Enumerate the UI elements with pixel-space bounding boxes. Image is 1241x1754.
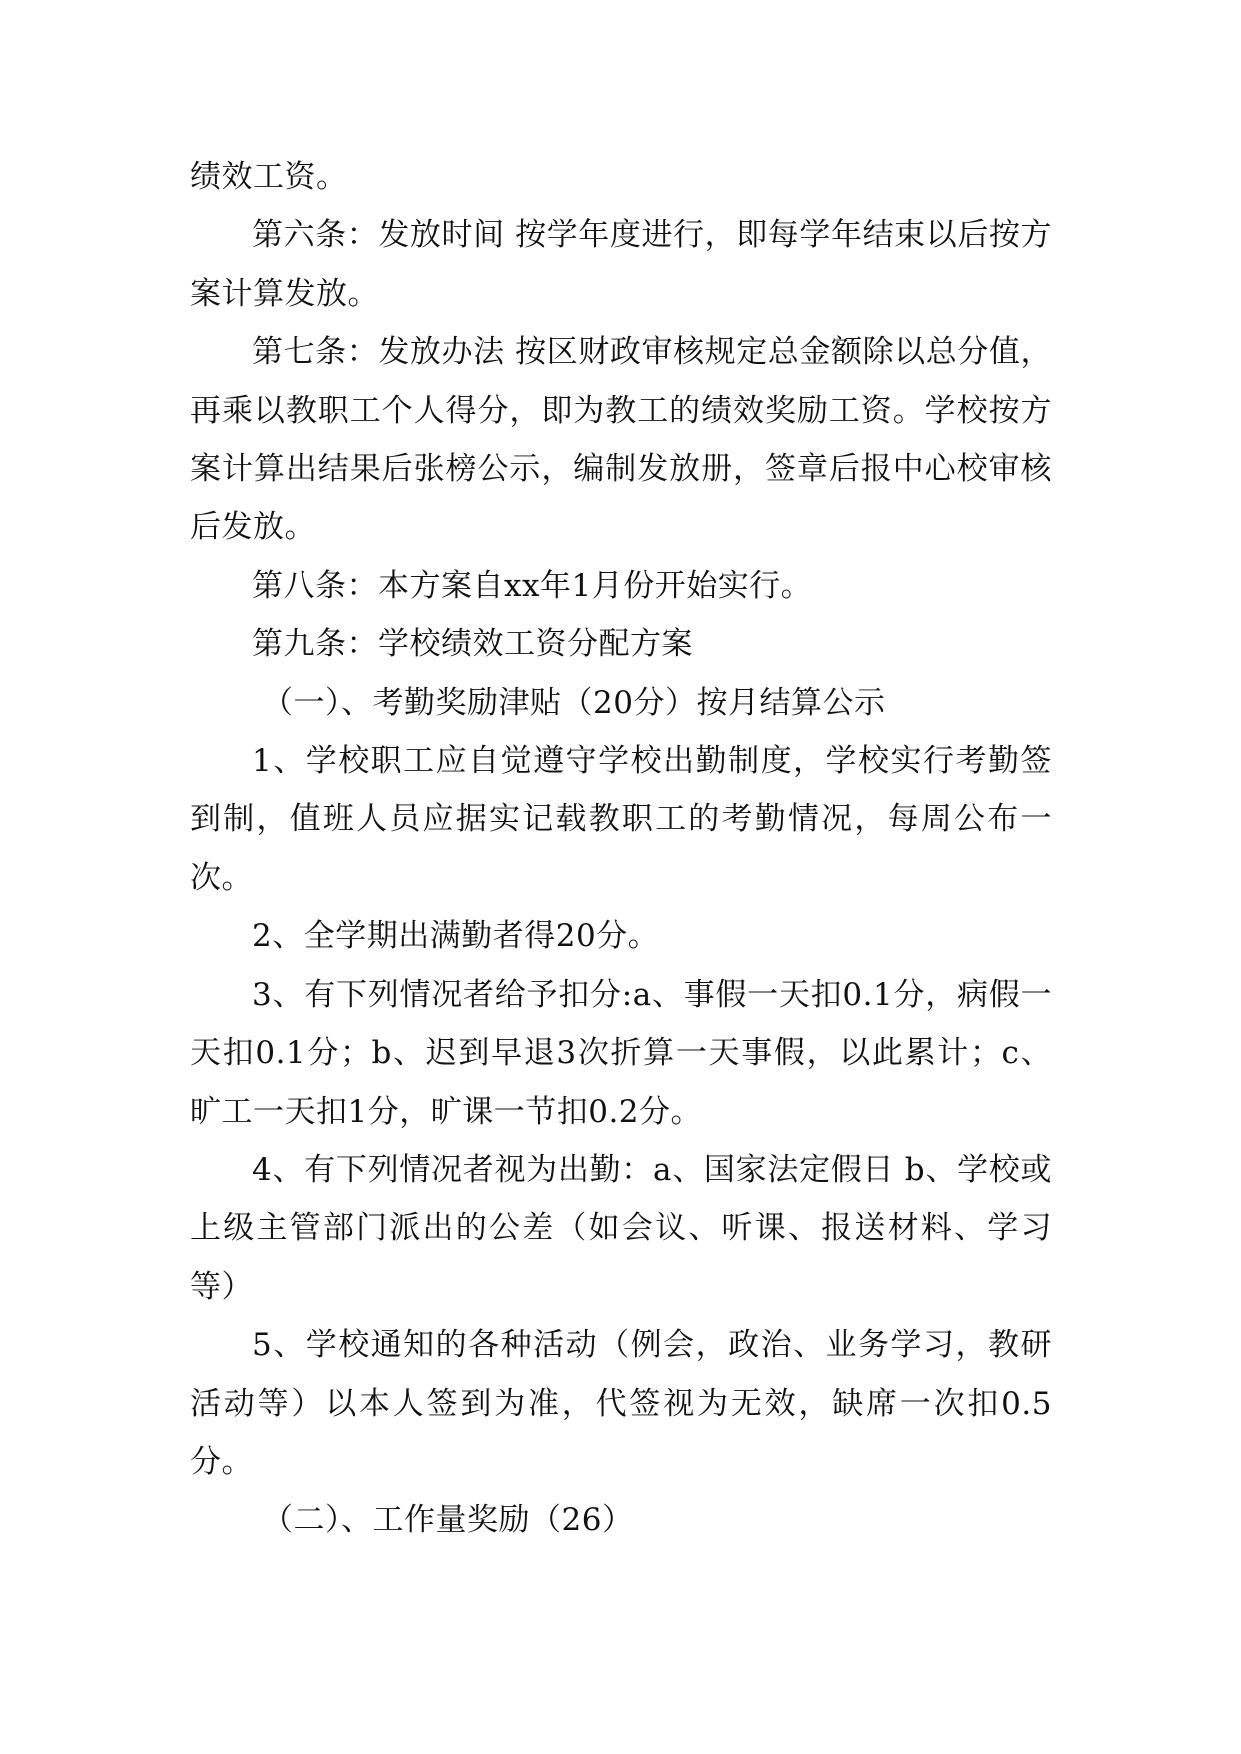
section-heading-workload: （二）、工作量奖励（26） (262, 1502, 634, 1539)
paragraph-article-6: 第六条：发放时间 按学年度进行，即每学年结束以后按方案计算发放。 (190, 217, 1052, 312)
paragraph-article-8: 第八条：本方案自xx年1月份开始实行。 (252, 567, 813, 604)
section-heading-attendance: （一）、考勤奖励津贴（20分）按月结算公示 (262, 684, 886, 721)
list-item-5: 5、学校通知的各种活动（例会，政治、业务学习，教研活动等）以本人签到为准，代签视为无效，缺席一次扣0.5分。 (190, 1327, 1052, 1480)
paragraph-continuation: 绩效工资。 (190, 159, 348, 195)
list-item-3: 3、有下列情况者给予扣分:a、事假一天扣0.1分，病假一天扣0.1分；b、迟到早退3次折算一天事假，以此累计；c、旷工一天扣1分，旷课一节扣0.2分。 (190, 976, 1052, 1130)
paragraph-article-9: 第九条：学校绩效工资分配方案 (252, 626, 693, 663)
document-body (190, 148, 1052, 1550)
list-item-4: 4、有下列情况者视为出勤：a、国家法定假日 b、学校或上级主管部门派出的公差（如会议、听课、报送材料、学习等） (190, 1151, 1052, 1305)
list-item-2: 2、全学期出满勤者得20分。 (252, 918, 660, 955)
paragraph-article-7: 第七条：发放办法 按区财政审核规定总金额除以总分值，再乘以教职工个人得分，即为教工的绩效奖励工资。学校按方案计算出结果后张榜公示，编制发放册，签章后报中心校审核后发放。 (190, 334, 1052, 546)
list-item-1: 1、学校职工应自觉遵守学校出勤制度，学校实行考勤签到制，值班人员应据实记载教职工的考勤情况，每周公布一次。 (190, 743, 1052, 896)
